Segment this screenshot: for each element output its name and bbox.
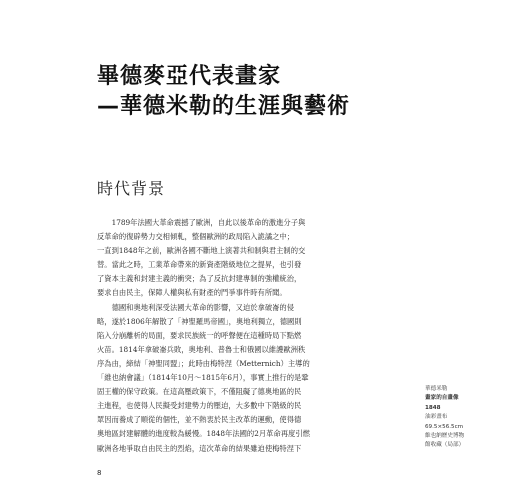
text-line: 奧地區封建解體的進度較為緩慢。1848年法國的2月革命再度引燃 <box>97 429 310 439</box>
figure-caption <box>425 385 485 451</box>
text-line: 了資本主義和封建主義的衝突；為了反抗封建專制的強權統治， <box>97 274 302 284</box>
text-line: 固王權的保守政策。在這高壓政策下，不僅阻礙了德奧地區的民 <box>97 387 302 397</box>
text-line: 要求自由民主，保障人權與私有財產的鬥爭事件時有所聞。 <box>97 288 287 298</box>
text-line: 反革命的復辟勢力交相傾軋，整個歐洲的政局陷入詭譎之中； <box>97 232 295 242</box>
section-heading: 時代背景 <box>97 179 166 198</box>
text-line: 陷入分崩離析的局面，要求民族統一的呼聲便在這種時局下點燃 <box>97 330 302 340</box>
caption-dimensions: 69.5×56.5cm <box>425 423 464 430</box>
text-line: 一直到1848年之前，歐洲各國不斷地上演著共和制與君主制的交 <box>97 246 306 256</box>
text-line: 「維也納會議」（1814年10月～1815年6月），事實上推行的是鞏 <box>97 373 309 383</box>
text-line: 德國和奧地利深受法國大革命的影響，又迫於拿破崙的侵 <box>97 302 295 312</box>
caption-title: 畫家的自畫像 <box>425 395 459 402</box>
caption-collection: 維也納歷史博物 <box>425 433 465 440</box>
caption-medium: 油彩畫布 <box>425 414 448 421</box>
text-line: 略，遂於1806年解散了「神聖羅馬帝國」，奧地利獨立，德國則 <box>97 316 302 326</box>
caption-year: 1848 <box>425 404 441 411</box>
text-line: 火苗。1814年拿破崙兵敗，奧地利、普魯士和俄國以維護歐洲秩 <box>97 344 306 354</box>
text-line: 眾因而養成了順從的個性，並不熱衷於民主改革的運動，使得德 <box>97 415 302 425</box>
text-line: 替。當此之時，工業革命帶來的新資產階級地位之提昇，也引發 <box>97 260 302 270</box>
text-line: 歐洲各地爭取自由民主的烈焰，這次革命的結果雖迫使梅特涅下 <box>97 443 302 453</box>
caption-artist: 華德米勒 <box>425 386 448 392</box>
title-line-1: 畢德麥亞代表畫家 <box>97 64 282 89</box>
text-line: 1789年法國大革命震撼了歐洲，自此以後革命的激進分子與 <box>97 218 306 227</box>
page-number: 8 <box>97 469 102 477</box>
caption-collection-cont: 館收藏（局部） <box>425 442 465 449</box>
body-text <box>97 216 409 456</box>
title-line-2: —華德米勒的生涯與藝術 <box>97 94 351 119</box>
text-line: 序為由，締結「神聖同盟」；此時由梅特涅（Metternich）主導的 <box>97 358 310 368</box>
book-title <box>97 62 417 122</box>
text-line: 主進程，也使得人民擬受封建勢力的壓迫，大多數中下階級的民 <box>97 401 302 411</box>
